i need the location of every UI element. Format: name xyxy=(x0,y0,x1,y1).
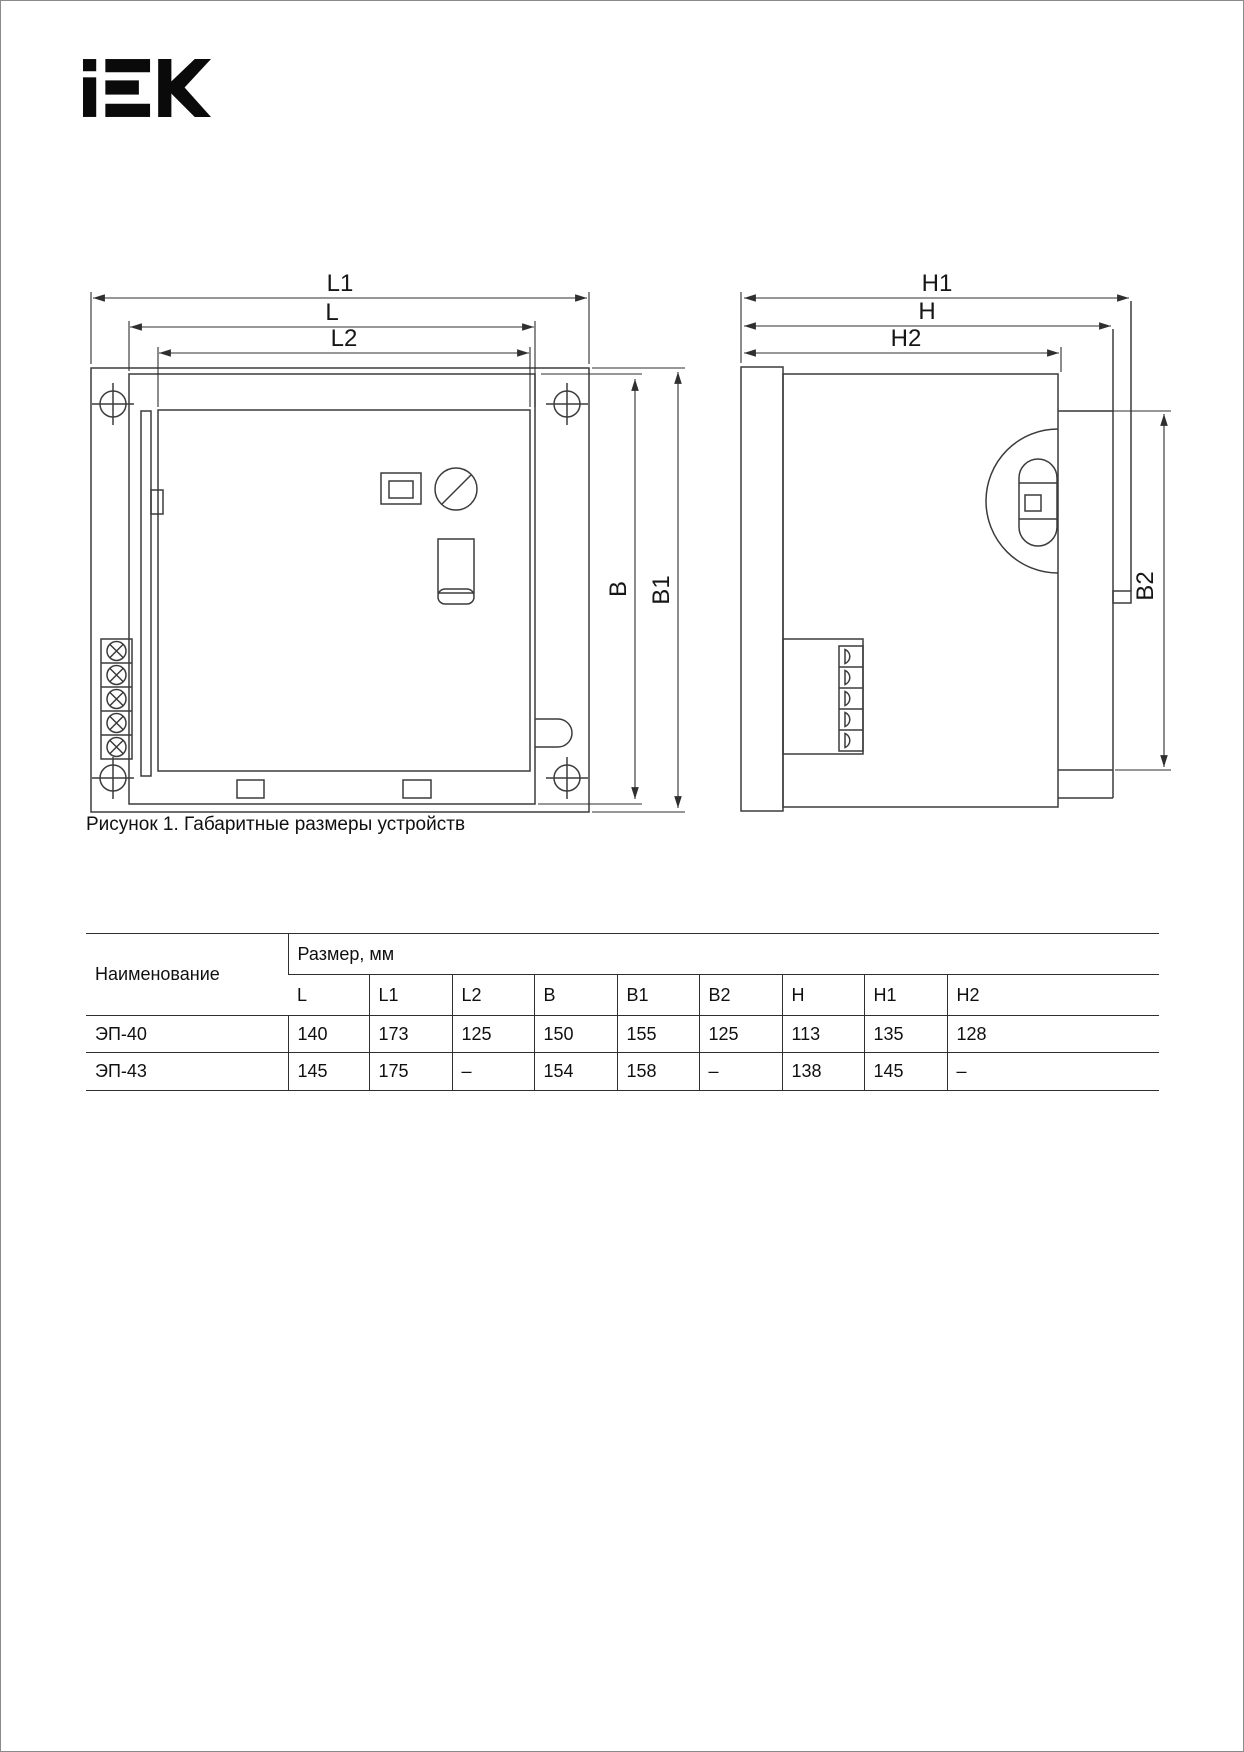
cell: 135 xyxy=(864,1016,947,1053)
column-header-b1: B1 xyxy=(617,975,699,1016)
mounting-holes xyxy=(92,383,588,799)
dim-label-b: B xyxy=(605,580,632,598)
header-name: Наименование xyxy=(86,934,288,1016)
dim-label-l: L xyxy=(325,299,339,326)
bottom-slots xyxy=(237,780,431,798)
cell: 173 xyxy=(369,1016,452,1053)
dimensional-drawing xyxy=(1,251,1244,821)
column-header-l: L xyxy=(288,975,369,1016)
cell: 125 xyxy=(452,1016,534,1053)
cell: 158 xyxy=(617,1053,699,1091)
cell: 113 xyxy=(782,1016,864,1053)
column-header-h: H xyxy=(782,975,864,1016)
iek-logo-glyphs xyxy=(83,59,211,117)
dim-h2 xyxy=(744,325,1061,372)
column-header-b2: B2 xyxy=(699,975,782,1016)
front-bezel xyxy=(741,367,783,811)
hinge-strip xyxy=(141,411,163,776)
dim-l2 xyxy=(158,325,530,407)
cell: 145 xyxy=(864,1053,947,1091)
column-header-b: B xyxy=(534,975,617,1016)
dim-label-h2: H2 xyxy=(890,325,922,352)
column-header-h2: H2 xyxy=(947,975,1159,1016)
indicator-window xyxy=(381,473,421,504)
dim-label-l2: L2 xyxy=(330,325,358,352)
dim-b xyxy=(538,374,642,804)
figure-caption: Рисунок 1. Габаритные размеры устройств xyxy=(86,814,466,835)
dim-label-h: H xyxy=(918,298,936,325)
table-row-ep43 xyxy=(86,1053,1159,1091)
side-tab xyxy=(535,719,572,747)
row-name: ЭП-40 xyxy=(86,1016,288,1053)
terminal-block-side xyxy=(783,639,863,754)
column-header-l1: L1 xyxy=(369,975,452,1016)
dimensions-table xyxy=(86,933,1159,1091)
cell: – xyxy=(452,1053,534,1091)
cell: 150 xyxy=(534,1016,617,1053)
dim-label-b1: B1 xyxy=(648,575,675,605)
dim-label-b2: B2 xyxy=(1132,571,1159,601)
dim-label-h1: H1 xyxy=(921,270,953,297)
cell: 154 xyxy=(534,1053,617,1091)
cell: – xyxy=(699,1053,782,1091)
mounting-plate-outline xyxy=(91,368,589,812)
dim-h xyxy=(744,298,1111,326)
cell: 145 xyxy=(288,1053,369,1091)
table-row-ep40 xyxy=(86,1016,1159,1053)
dim-label-l1: L1 xyxy=(326,270,354,297)
front-view-drawing xyxy=(91,270,685,812)
latch xyxy=(151,490,163,514)
column-header-h1: H1 xyxy=(864,975,947,1016)
cell: 125 xyxy=(699,1016,782,1053)
cell: 138 xyxy=(782,1053,864,1091)
cell: 155 xyxy=(617,1016,699,1053)
side-view-drawing xyxy=(741,270,1171,811)
rear-cover xyxy=(1058,301,1131,798)
seal-boss xyxy=(986,429,1058,573)
rear-clip xyxy=(1113,591,1131,603)
terminal-screws xyxy=(107,642,126,757)
column-header-l2: L2 xyxy=(452,975,534,1016)
seal-screw xyxy=(435,468,477,510)
cell: 140 xyxy=(288,1016,369,1053)
row-name: ЭП-43 xyxy=(86,1053,288,1091)
cell: – xyxy=(947,1053,1159,1091)
switch-lever xyxy=(438,539,474,604)
body-side-outline xyxy=(783,374,1058,807)
header-size: Размер, мм xyxy=(288,934,1159,975)
iek-logo xyxy=(83,59,211,117)
cell: 128 xyxy=(947,1016,1159,1053)
cell: 175 xyxy=(369,1053,452,1091)
terminal-block xyxy=(101,639,132,759)
table-header-row-1 xyxy=(86,934,1159,975)
